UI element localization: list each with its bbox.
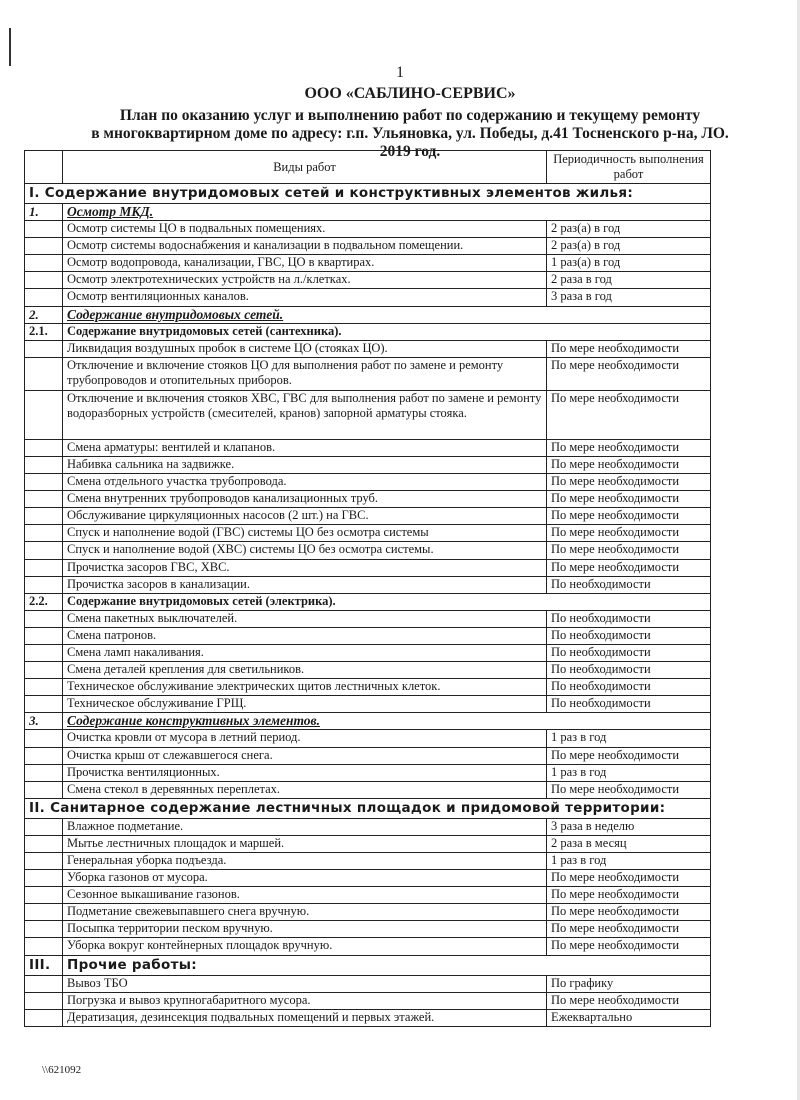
table-row xyxy=(25,904,711,921)
work-cell: Смена отдельного участка трубопровода. xyxy=(63,474,547,491)
row-number-cell xyxy=(25,644,63,661)
row-number-cell xyxy=(25,491,63,508)
subsection-number: 2.2. xyxy=(25,593,63,610)
work-cell: Спуск и наполнение водой (ХВС) системы ЦО без осмотра системы. xyxy=(63,542,547,559)
table-row xyxy=(25,887,711,904)
section-row xyxy=(25,955,711,975)
subsection-number: 3. xyxy=(25,713,63,730)
subsection-row xyxy=(25,323,711,340)
row-number-cell xyxy=(25,887,63,904)
table-row xyxy=(25,474,711,491)
section-title-3: Прочие работы: xyxy=(63,955,711,975)
row-number-cell xyxy=(25,938,63,955)
section-row xyxy=(25,798,711,818)
subsection-row xyxy=(25,204,711,221)
table-row xyxy=(25,853,711,870)
period-cell: 3 раза в неделю xyxy=(547,818,711,835)
organization-name: ООО «САБЛИНО-СЕРВИС» xyxy=(304,85,516,102)
period-cell: 2 раза в месяц xyxy=(547,835,711,852)
period-cell: По необходимости xyxy=(547,662,711,679)
work-cell: Осмотр водопровода, канализации, ГВС, ЦО в квартирах. xyxy=(63,255,547,272)
table-row xyxy=(25,679,711,696)
table-row xyxy=(25,439,711,456)
period-cell: Ежеквартально xyxy=(547,1009,711,1026)
work-cell: Очистка кровли от мусора в летний период. xyxy=(63,730,547,747)
rows-group-electrical xyxy=(25,610,711,713)
header-number-cell xyxy=(25,151,63,184)
work-cell: Техническое обслуживание электрических щитов лестничных клеток. xyxy=(63,679,547,696)
period-cell: По мере необходимости xyxy=(547,887,711,904)
subsection-title: Содержание конструктивных элементов. xyxy=(63,713,711,730)
subsection-row xyxy=(25,306,711,323)
subsection-title: Осмотр МКД. xyxy=(63,204,711,221)
row-number-cell xyxy=(25,439,63,456)
table-row xyxy=(25,644,711,661)
section-title-1: I. Содержание внутридомовых сетей и конструктивных элементов жилья: xyxy=(25,184,711,204)
work-cell: Смена пакетных выключателей. xyxy=(63,610,547,627)
section-row xyxy=(25,184,711,204)
table-row xyxy=(25,255,711,272)
row-number-cell xyxy=(25,255,63,272)
rows-group-sanitary xyxy=(25,818,711,955)
row-number-cell xyxy=(25,730,63,747)
work-cell: Осмотр системы ЦО в подвальных помещениях. xyxy=(63,221,547,238)
table-row xyxy=(25,340,711,357)
subsection-title: Содержание внутридомовых сетей (сантехника). xyxy=(63,323,711,340)
row-number-cell xyxy=(25,679,63,696)
row-number-cell xyxy=(25,542,63,559)
row-number-cell xyxy=(25,576,63,593)
table-row xyxy=(25,542,711,559)
work-cell: Ликвидация воздушных пробок в системе ЦО (стояках ЦО). xyxy=(63,340,547,357)
row-number-cell xyxy=(25,221,63,238)
row-number-cell xyxy=(25,610,63,627)
work-cell: Уборка газонов от мусора. xyxy=(63,870,547,887)
period-cell: По мере необходимости xyxy=(547,357,711,390)
table-row xyxy=(25,525,711,542)
work-cell: Осмотр вентиляционных каналов. xyxy=(63,289,547,306)
work-cell: Сезонное выкашивание газонов. xyxy=(63,887,547,904)
table-row xyxy=(25,781,711,798)
work-cell: Спуск и наполнение водой (ГВС) системы ЦО без осмотра системы xyxy=(63,525,547,542)
row-number-cell xyxy=(25,904,63,921)
table-row xyxy=(25,238,711,255)
period-cell: 1 раз(а) в год xyxy=(547,255,711,272)
row-number-cell xyxy=(25,662,63,679)
document-title-line-3: 2019 год. xyxy=(379,143,441,160)
table-row xyxy=(25,289,711,306)
period-cell: По мере необходимости xyxy=(547,542,711,559)
table-row xyxy=(25,921,711,938)
work-cell: Уборка вокруг контейнерных площадок вручную. xyxy=(63,938,547,955)
table-row xyxy=(25,610,711,627)
period-cell: По мере необходимости xyxy=(547,904,711,921)
work-cell: Осмотр электротехнических устройств на л./клетках. xyxy=(63,272,547,289)
work-cell: Смена деталей крепления для светильников. xyxy=(63,662,547,679)
work-cell: Отключение и включение стояков ЦО для выполнения работ по замене и ремонту трубопроводов и отопительных приборов. xyxy=(63,357,547,390)
row-number-cell xyxy=(25,340,63,357)
header-works: Виды работ xyxy=(63,151,547,184)
work-cell: Смена стекол в деревянных переплетах. xyxy=(63,781,547,798)
period-cell: 2 раз(а) в год xyxy=(547,221,711,238)
subsection-row xyxy=(25,593,711,610)
period-cell: По мере необходимости xyxy=(547,747,711,764)
work-cell: Осмотр системы водоснабжения и канализации в подвальном помещении. xyxy=(63,238,547,255)
period-cell: По мере необходимости xyxy=(547,456,711,473)
scan-mark xyxy=(9,28,11,66)
work-cell: Подметание свежевыпавшего снега вручную. xyxy=(63,904,547,921)
work-cell: Смена патронов. xyxy=(63,627,547,644)
period-cell: По необходимости xyxy=(547,610,711,627)
rows-group-structural xyxy=(25,730,711,798)
row-number-cell xyxy=(25,508,63,525)
table-row xyxy=(25,491,711,508)
section-title-2: II. Санитарное содержание лестничных площадок и придомовой территории: xyxy=(25,798,711,818)
table-row xyxy=(25,662,711,679)
table-header-row xyxy=(25,151,711,184)
table-row xyxy=(25,818,711,835)
subsection-number: 2. xyxy=(25,306,63,323)
row-number-cell xyxy=(25,975,63,992)
row-number-cell xyxy=(25,1009,63,1026)
work-cell: Дератизация, дезинсекция подвальных помещений и первых этажей. xyxy=(63,1009,547,1026)
table-row xyxy=(25,870,711,887)
works-plan-table xyxy=(24,150,711,1027)
document-title-line-2: в многоквартирном доме по адресу: г.п. Ульяновка, ул. Победы, д.41 Тосненского р-на, ЛО. xyxy=(91,125,729,142)
period-cell: 3 раза в год xyxy=(547,289,711,306)
row-number-cell xyxy=(25,992,63,1009)
period-cell: По графику xyxy=(547,975,711,992)
table-row xyxy=(25,456,711,473)
period-cell: По мере необходимости xyxy=(547,508,711,525)
work-cell: Генеральная уборка подъезда. xyxy=(63,853,547,870)
row-number-cell xyxy=(25,818,63,835)
row-number-cell xyxy=(25,747,63,764)
rows-group-other xyxy=(25,975,711,1026)
row-number-cell xyxy=(25,357,63,390)
period-cell: По мере необходимости xyxy=(547,439,711,456)
row-number-cell xyxy=(25,627,63,644)
period-cell: По необходимости xyxy=(547,679,711,696)
work-cell: Набивка сальника на задвижке. xyxy=(63,456,547,473)
work-cell: Техническое обслуживание ГРЩ. xyxy=(63,696,547,713)
row-number-cell xyxy=(25,870,63,887)
period-cell: По необходимости xyxy=(547,576,711,593)
subsection-title: Содержание внутридомовых сетей (электрика). xyxy=(63,593,711,610)
work-cell: Вывоз ТБО xyxy=(63,975,547,992)
table-row xyxy=(25,272,711,289)
table-row xyxy=(25,627,711,644)
document-title-line-1: План по оказанию услуг и выполнению работ по содержанию и текущему ремонту xyxy=(119,107,701,124)
row-number-cell xyxy=(25,781,63,798)
table-row xyxy=(25,559,711,576)
table-row xyxy=(25,747,711,764)
table-row xyxy=(25,357,711,390)
work-cell: Прочистка засоров в канализации. xyxy=(63,576,547,593)
period-cell: По необходимости xyxy=(547,696,711,713)
period-cell: По мере необходимости xyxy=(547,921,711,938)
work-cell: Погрузка и вывоз крупногабаритного мусора. xyxy=(63,992,547,1009)
table-row xyxy=(25,764,711,781)
table-row xyxy=(25,975,711,992)
row-number-cell xyxy=(25,474,63,491)
period-cell: По мере необходимости xyxy=(547,340,711,357)
work-cell: Смена внутренних трубопроводов канализационных труб. xyxy=(63,491,547,508)
row-number-cell xyxy=(25,456,63,473)
period-cell: По мере необходимости xyxy=(547,390,711,439)
row-number-cell xyxy=(25,390,63,439)
period-cell: По мере необходимости xyxy=(547,870,711,887)
table-row xyxy=(25,390,711,439)
subsection-number: 1. xyxy=(25,204,63,221)
work-cell: Прочистка засоров ГВС, ХВС. xyxy=(63,559,547,576)
period-cell: По мере необходимости xyxy=(547,491,711,508)
work-cell: Посыпка территории песком вручную. xyxy=(63,921,547,938)
header-periodicity: Периодичность выполнения работ xyxy=(547,151,711,184)
table-row xyxy=(25,508,711,525)
row-number-cell xyxy=(25,696,63,713)
subsection-title: Содержание внутридомовых сетей. xyxy=(63,306,711,323)
row-number-cell xyxy=(25,559,63,576)
period-cell: По мере необходимости xyxy=(547,525,711,542)
work-cell: Мытье лестничных площадок и маршей. xyxy=(63,835,547,852)
table-row xyxy=(25,1009,711,1026)
subsection-number: 2.1. xyxy=(25,323,63,340)
period-cell: По мере необходимости xyxy=(547,938,711,955)
period-cell: 1 раз в год xyxy=(547,730,711,747)
work-cell: Обслуживание циркуляционных насосов (2 шт.) на ГВС. xyxy=(63,508,547,525)
row-number-cell xyxy=(25,238,63,255)
period-cell: 1 раз в год xyxy=(547,853,711,870)
period-cell: По мере необходимости xyxy=(547,781,711,798)
work-cell: Очистка крыш от слежавшегося снега. xyxy=(63,747,547,764)
table-row xyxy=(25,938,711,955)
footer-code: \\621092 xyxy=(42,1064,82,1076)
period-cell: По необходимости xyxy=(547,627,711,644)
table-row xyxy=(25,730,711,747)
table-row xyxy=(25,576,711,593)
rows-group-plumbing xyxy=(25,340,711,593)
period-cell: 1 раз в год xyxy=(547,764,711,781)
period-cell: По необходимости xyxy=(547,644,711,661)
row-number-cell xyxy=(25,853,63,870)
period-cell: По мере необходимости xyxy=(547,474,711,491)
table-row xyxy=(25,696,711,713)
page-number: 1 xyxy=(396,64,404,81)
table-row xyxy=(25,992,711,1009)
period-cell: 2 раз(а) в год xyxy=(547,238,711,255)
row-number-cell xyxy=(25,921,63,938)
rows-group-inspection xyxy=(25,221,711,306)
work-cell: Отключение и включения стояков ХВС, ГВС для выполнения работ по замене и ремонту водоразборных устройств (смесителей, кранов) запорной арматуры стояка. xyxy=(63,390,547,439)
row-number-cell xyxy=(25,289,63,306)
work-cell: Смена ламп накаливания. xyxy=(63,644,547,661)
work-cell: Влажное подметание. xyxy=(63,818,547,835)
work-cell: Смена арматуры: вентилей и клапанов. xyxy=(63,439,547,456)
period-cell: 2 раза в год xyxy=(547,272,711,289)
row-number-cell xyxy=(25,764,63,781)
row-number-cell xyxy=(25,272,63,289)
period-cell: По мере необходимости xyxy=(547,559,711,576)
table-row xyxy=(25,835,711,852)
row-number-cell xyxy=(25,525,63,542)
section-number-3: III. xyxy=(25,955,63,975)
work-cell: Прочистка вентиляционных. xyxy=(63,764,547,781)
table-row xyxy=(25,221,711,238)
period-cell: По мере необходимости xyxy=(547,992,711,1009)
subsection-row xyxy=(25,713,711,730)
row-number-cell xyxy=(25,835,63,852)
